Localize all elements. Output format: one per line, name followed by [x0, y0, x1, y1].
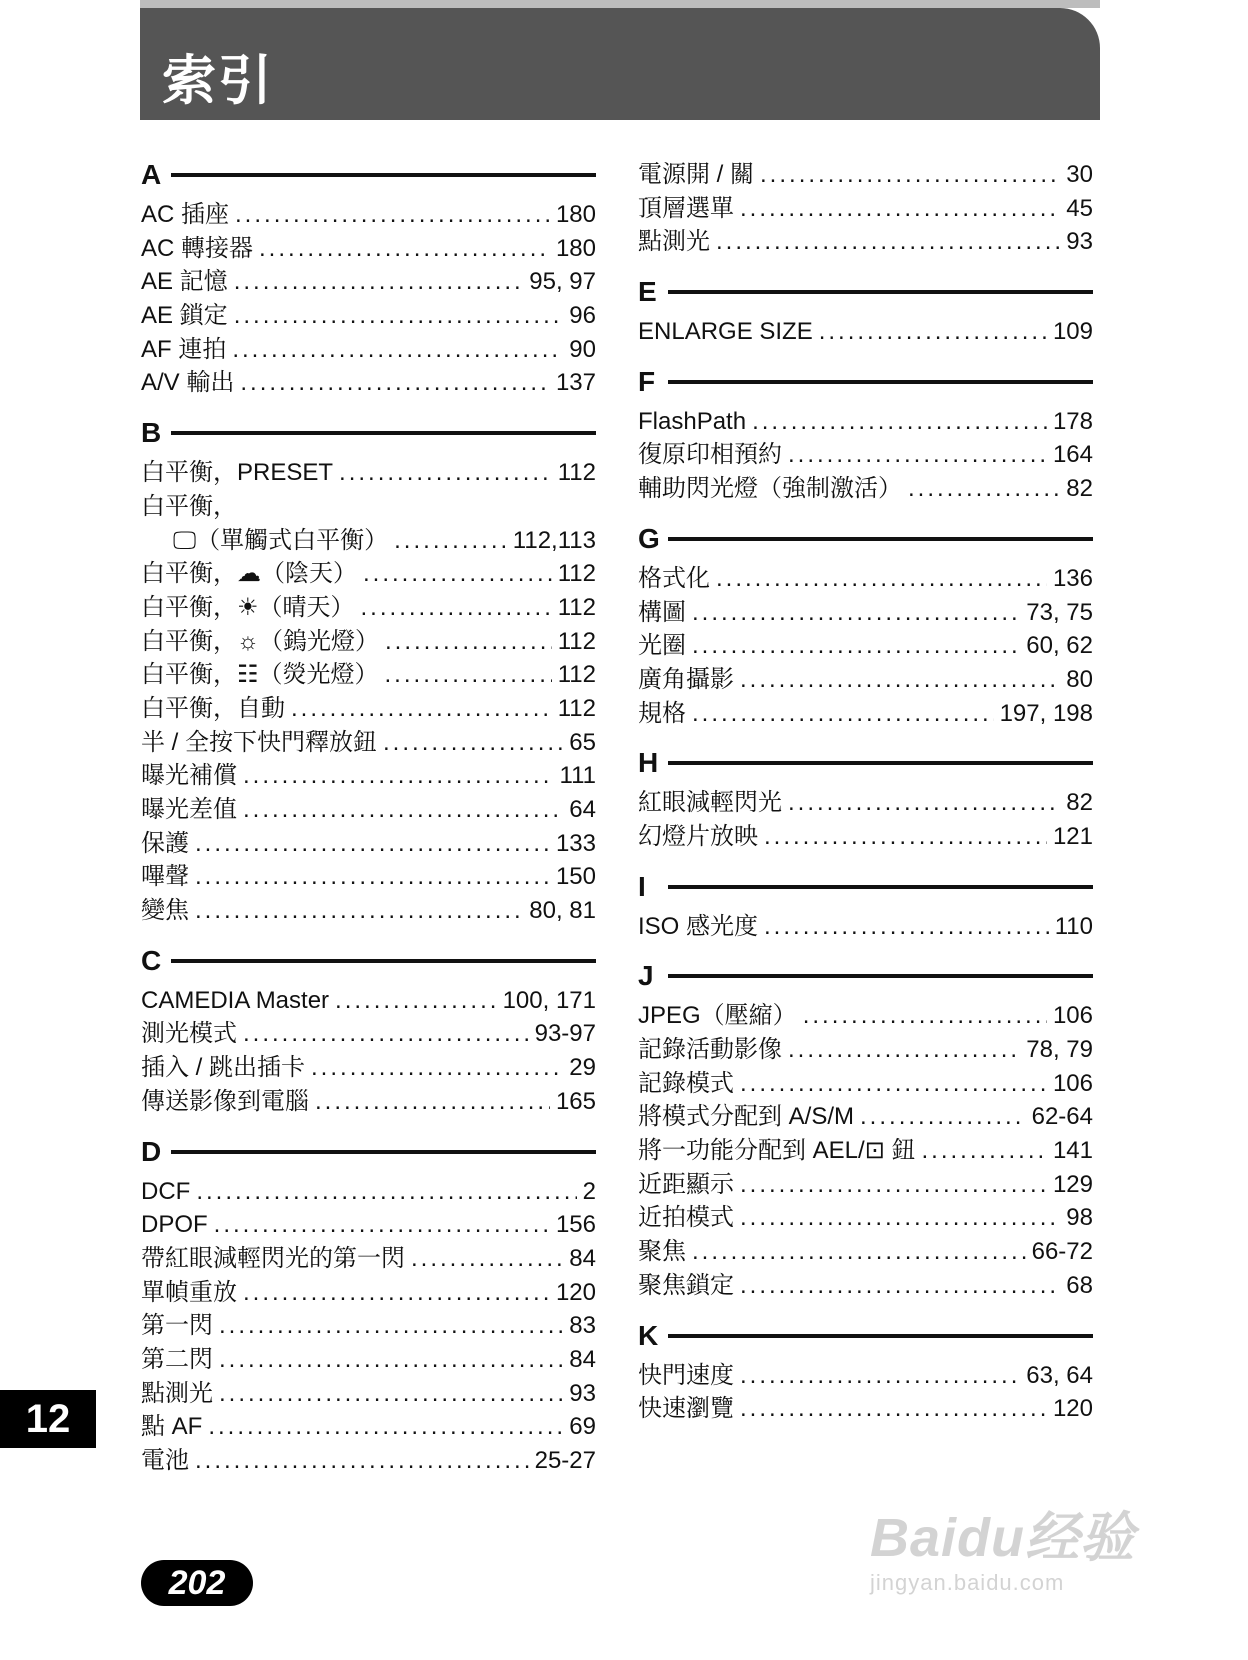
index-term: 變焦 [141, 897, 189, 925]
index-term: 聚焦 [638, 1238, 686, 1266]
index-term: 近拍模式 [638, 1204, 734, 1232]
section-heading [638, 959, 1093, 993]
leader-dots [315, 1085, 550, 1119]
leader-dots [243, 793, 563, 827]
index-term: 近距顯示 [638, 1170, 734, 1198]
index-page-ref: 121 [1052, 822, 1093, 850]
index-entry[interactable] [141, 265, 596, 299]
section-letter: I [638, 870, 646, 902]
index-entry[interactable] [141, 692, 596, 726]
index-entry[interactable] [638, 1168, 1093, 1202]
leader-dots [234, 299, 564, 333]
leader-dots [760, 158, 1060, 192]
index-page-ref: 64 [569, 796, 596, 823]
index-entry[interactable] [141, 658, 596, 692]
index-page-ref: 2 [582, 1177, 596, 1205]
index-page-ref: 84 [569, 1345, 596, 1373]
leader-dots [385, 625, 552, 659]
index-page-ref: 95, 97 [529, 268, 596, 296]
index-page-ref: 141 [1052, 1137, 1093, 1165]
index-term: 白平衡，☁（陰天） [141, 560, 357, 588]
leader-dots [232, 333, 563, 367]
index-page-ref: 30 [1066, 161, 1093, 188]
index-page-ref: 112 [557, 459, 596, 487]
section-rule [668, 974, 1093, 978]
index-term: AC 插座 [141, 201, 230, 228]
index-entry[interactable] [638, 438, 1093, 472]
index-entry[interactable] [638, 1100, 1093, 1134]
index-page-ref: 93 [1066, 228, 1093, 256]
index-term: 記錄活動影像 [638, 1036, 782, 1063]
leader-dots [692, 697, 994, 731]
index-entry[interactable] [141, 299, 596, 333]
index-term: 白平衡，☷（熒光燈） [141, 661, 379, 689]
leader-dots [208, 1410, 563, 1444]
index-entry[interactable] [638, 1359, 1093, 1393]
index-entry[interactable] [141, 726, 596, 760]
index-entry[interactable] [638, 820, 1093, 854]
index-section [638, 275, 1093, 349]
index-page-ref: 112 [557, 661, 596, 689]
index-term: 頂層選單 [638, 194, 734, 222]
index-page-ref: 100, 171 [502, 986, 596, 1014]
index-entry[interactable] [141, 1343, 596, 1377]
index-term: 白平衡，PRESET [141, 459, 334, 487]
section-rule [171, 959, 596, 963]
index-entry[interactable] [638, 596, 1093, 630]
index-entry[interactable] [141, 860, 596, 894]
section-letter: J [638, 960, 654, 992]
section-letter: G [638, 522, 660, 554]
leader-dots [764, 910, 1049, 944]
index-page-ref: 111 [559, 762, 596, 790]
leader-dots [219, 1377, 563, 1411]
index-entry[interactable] [141, 984, 596, 1018]
index-term: 構圖 [638, 598, 686, 626]
page-title: 索引 [162, 51, 274, 111]
section-letter: F [638, 365, 656, 397]
index-entry[interactable] [141, 1208, 596, 1242]
header-bar [140, 8, 1100, 120]
index-page-ref: 45 [1066, 194, 1093, 222]
index-page-ref: 78, 79 [1026, 1036, 1093, 1063]
leader-dots [692, 1235, 1026, 1269]
index-term: 白平衡，☀（晴天） [141, 593, 355, 621]
index-term: 記錄模式 [638, 1069, 734, 1097]
index-term: 幻燈片放映 [638, 822, 758, 850]
index-entry[interactable] [638, 910, 1093, 944]
index-term: 紅眼減輕閃光 [638, 789, 782, 817]
leader-dots [740, 1392, 1047, 1426]
section-letter: D [141, 1135, 162, 1167]
section-rule [171, 431, 596, 435]
index-page-ref: 136 [1052, 564, 1093, 592]
leader-dots [764, 820, 1047, 854]
section-rule [668, 1334, 1093, 1338]
index-page-ref: 112 [557, 694, 596, 722]
index-entry[interactable] [141, 793, 596, 827]
section-heading [638, 746, 1093, 780]
index-section [141, 158, 596, 400]
leader-dots [243, 1276, 550, 1310]
index-page-ref: 106 [1052, 1069, 1093, 1097]
index-page-ref: 66-72 [1031, 1238, 1093, 1266]
index-term: ENLARGE SIZE [638, 318, 813, 346]
index-entry[interactable] [638, 629, 1093, 663]
index-section [638, 158, 1093, 259]
index-entry[interactable] [141, 1175, 596, 1209]
leader-dots [235, 198, 550, 232]
leader-dots [339, 456, 552, 490]
leader-dots [740, 192, 1060, 226]
index-page-ref: 110 [1054, 912, 1093, 940]
index-term: 白平衡， [141, 492, 237, 520]
leader-dots [819, 315, 1047, 349]
index-term: 點 AF [141, 1413, 203, 1441]
index-entry[interactable] [638, 663, 1093, 697]
leader-dots [716, 225, 1060, 259]
index-entry[interactable] [141, 759, 596, 793]
index-entry[interactable] [638, 225, 1093, 259]
leader-dots [311, 1051, 563, 1085]
leader-dots [234, 265, 524, 299]
index-page-ref: 98 [1066, 1204, 1093, 1232]
leader-dots [752, 405, 1047, 439]
section-letter: C [141, 944, 162, 976]
section-rule [668, 290, 1093, 294]
index-term: 光圈 [638, 632, 686, 660]
leader-dots [803, 999, 1047, 1033]
index-term: 單幀重放 [141, 1278, 237, 1306]
index-entry[interactable] [141, 1309, 596, 1343]
leader-dots [196, 1175, 576, 1209]
index-term: 插入 / 跳出插卡 [141, 1054, 306, 1082]
index-entry[interactable] [638, 999, 1093, 1033]
leader-dots [259, 232, 550, 266]
section-rule [668, 380, 1093, 384]
index-term: 白平衡，☼（鎢光燈） [141, 627, 379, 655]
index-term: A/V 輸出 [141, 369, 235, 397]
index-page-ref: 82 [1066, 789, 1093, 817]
index-term: 點測光 [141, 1379, 213, 1407]
index-page-ref: 80 [1066, 665, 1093, 693]
chapter-tab[interactable]: 12 [0, 1390, 96, 1448]
leader-dots [740, 1168, 1047, 1202]
watermark-url: jingyan.baidu.com [870, 1570, 1065, 1595]
index-page-ref: 180 [555, 201, 596, 228]
leader-dots [921, 1134, 1046, 1168]
leader-dots [788, 786, 1060, 820]
index-entry[interactable] [141, 1242, 596, 1276]
leader-dots [243, 1017, 529, 1051]
index-page-ref: 112 [557, 593, 596, 621]
section-heading [638, 870, 1093, 904]
index-entry[interactable] [638, 697, 1093, 731]
index-entry[interactable] [638, 1235, 1093, 1269]
index-term: DCF [141, 1177, 191, 1205]
index-term: 測光模式 [141, 1020, 237, 1048]
index-term: CAMEDIA Master [141, 986, 330, 1014]
index-page-ref: 156 [555, 1211, 596, 1239]
index-page-ref: 165 [555, 1087, 596, 1115]
index-entry[interactable] [141, 524, 596, 558]
index-term: 將模式分配到 A/S/M [638, 1103, 855, 1131]
index-term: 曝光補償 [141, 762, 237, 790]
leader-dots [383, 726, 563, 760]
index-page-ref: 73, 75 [1026, 598, 1093, 626]
section-rule [171, 173, 596, 177]
index-term: 格式化 [638, 564, 710, 592]
index-term: 復原印相預約 [638, 441, 782, 469]
index-entry[interactable] [141, 232, 596, 266]
leader-dots [788, 438, 1047, 472]
leader-dots [240, 366, 550, 400]
index-entry[interactable] [141, 1410, 596, 1444]
leader-dots [740, 1359, 1020, 1393]
index-term: 電池 [141, 1447, 189, 1474]
index-term: AF 連拍 [141, 335, 227, 363]
index-section [638, 522, 1093, 730]
leader-dots [361, 591, 552, 625]
index-term: AE 鎖定 [141, 302, 228, 330]
section-heading [638, 275, 1093, 309]
leader-dots [195, 860, 550, 894]
page-number: 202 [141, 1560, 253, 1606]
index-term: 半 / 全按下快門釋放鈕 [141, 728, 378, 756]
index-page-ref: 112,113 [512, 526, 596, 554]
section-heading [638, 522, 1093, 556]
leader-dots [692, 596, 1020, 630]
section-letter: B [141, 417, 162, 449]
index-page-ref: 109 [1052, 318, 1093, 346]
index-term: 帶紅眼減輕閃光的第一閃 [141, 1244, 405, 1272]
leader-dots [740, 663, 1060, 697]
index-page-ref: 106 [1052, 1002, 1093, 1030]
section-rule [668, 537, 1093, 541]
index-entry[interactable] [141, 490, 596, 524]
index-entry[interactable] [141, 1017, 596, 1051]
index-term: 白平衡，自動 [141, 694, 285, 722]
index-entry[interactable] [638, 1269, 1093, 1303]
leader-dots [335, 984, 497, 1018]
index-term: 電源開 / 關 [638, 161, 755, 188]
section-rule [668, 885, 1093, 889]
index-page-ref: 129 [1052, 1170, 1093, 1198]
index-page-ref: 83 [569, 1312, 596, 1340]
leader-dots [195, 1444, 529, 1478]
header-top-line [140, 0, 1100, 8]
index-term: 聚焦鎖定 [638, 1271, 734, 1299]
index-entry[interactable] [141, 1051, 596, 1085]
index-section [141, 944, 596, 1119]
index-page-ref: 65 [569, 728, 596, 756]
index-term: 快速瀏覽 [638, 1395, 734, 1423]
index-entry[interactable] [638, 1033, 1093, 1067]
index-entry[interactable] [638, 1134, 1093, 1168]
leader-dots [740, 1201, 1060, 1235]
watermark-logo: Baidu经验 [870, 1508, 1136, 1568]
index-section [638, 365, 1093, 506]
index-term: 曝光差值 [141, 796, 237, 823]
index-entry[interactable] [141, 366, 596, 400]
index-entry[interactable] [141, 591, 596, 625]
index-page-ref: 120 [1052, 1395, 1093, 1423]
index-entry[interactable] [638, 1067, 1093, 1101]
index-term: 快門速度 [638, 1361, 734, 1389]
index-entry[interactable] [141, 1085, 596, 1119]
index-page-ref: 93-97 [534, 1020, 596, 1048]
index-section [638, 1319, 1093, 1426]
section-heading [141, 416, 596, 450]
section-letter: H [638, 747, 659, 779]
index-section [638, 746, 1093, 853]
index-term: 🖵（單觸式白平衡） [173, 526, 389, 554]
index-page-ref: 90 [569, 335, 596, 363]
section-heading [638, 1319, 1093, 1353]
index-term: 第一閃 [141, 1312, 213, 1340]
section-heading [141, 1135, 596, 1169]
index-page-ref: 197, 198 [999, 699, 1093, 727]
index-entry[interactable] [638, 786, 1093, 820]
index-term: ISO 感光度 [638, 912, 759, 940]
index-term: 將一功能分配到 AEL/⊡ 鈕 [638, 1137, 916, 1165]
index-page-ref: 112 [557, 627, 596, 655]
index-section [141, 416, 596, 928]
index-page-ref: 63, 64 [1026, 1361, 1093, 1389]
index-entry[interactable] [141, 1444, 596, 1478]
index-term: 第二閃 [141, 1345, 213, 1373]
index-entry[interactable] [141, 1377, 596, 1411]
section-heading [141, 944, 596, 978]
index-page-ref: 112 [557, 560, 596, 588]
section-letter: A [141, 159, 162, 190]
index-page-ref: 150 [555, 863, 596, 891]
watermark [870, 1495, 1135, 1596]
index-page-ref: 62-64 [1031, 1103, 1093, 1131]
index-column-right [638, 158, 1093, 1442]
section-letter: E [638, 276, 657, 308]
index-entry[interactable] [638, 315, 1093, 349]
index-entry[interactable] [638, 562, 1093, 596]
leader-dots [219, 1343, 563, 1377]
leader-dots [788, 1033, 1020, 1067]
index-page-ref: 137 [555, 369, 596, 397]
index-term: 規格 [638, 699, 686, 727]
leader-dots [385, 658, 552, 692]
index-term: AE 記憶 [141, 268, 228, 296]
leader-dots [195, 827, 550, 861]
index-term: DPOF [141, 1211, 208, 1239]
index-term: 廣角攝影 [638, 665, 734, 693]
index-page-ref: 82 [1066, 475, 1093, 503]
leader-dots [692, 629, 1020, 663]
index-page-ref: 93 [569, 1379, 596, 1407]
index-page-ref: 60, 62 [1026, 632, 1093, 660]
index-entry[interactable] [141, 894, 596, 928]
index-entry[interactable] [141, 557, 596, 591]
section-heading [638, 365, 1093, 399]
leader-dots [243, 759, 554, 793]
index-entry[interactable] [141, 456, 596, 490]
index-section [638, 959, 1093, 1302]
index-page-ref: 133 [555, 829, 596, 857]
index-page-ref: 178 [1052, 407, 1093, 435]
leader-dots [860, 1100, 1026, 1134]
index-page-ref: 180 [555, 234, 596, 262]
section-heading [141, 158, 596, 192]
index-entry[interactable] [638, 158, 1093, 192]
index-section [141, 1135, 596, 1478]
index-entry[interactable] [141, 827, 596, 861]
index-term: 點測光 [638, 228, 710, 256]
section-letter: K [638, 1319, 659, 1351]
index-page-ref: 120 [555, 1278, 596, 1306]
leader-dots [740, 1067, 1047, 1101]
index-page-ref: 96 [569, 302, 596, 330]
index-term: 嗶聲 [141, 863, 189, 891]
index-entry[interactable] [141, 198, 596, 232]
index-term: 輔助閃光燈（強制激活） [638, 475, 902, 503]
leader-dots [214, 1208, 550, 1242]
index-entry[interactable] [141, 625, 596, 659]
section-rule [171, 1150, 596, 1154]
index-entry[interactable] [638, 472, 1093, 506]
index-section [638, 870, 1093, 944]
leader-dots [291, 692, 552, 726]
index-page-ref: 164 [1052, 441, 1093, 469]
index-entry[interactable] [638, 405, 1093, 439]
index-page-ref: 25-27 [534, 1447, 596, 1474]
index-entry[interactable] [141, 333, 596, 367]
leader-dots [716, 562, 1047, 596]
index-entry[interactable] [638, 192, 1093, 226]
leader-dots [363, 557, 552, 591]
index-column-left [141, 158, 596, 1494]
index-page-ref: 69 [569, 1413, 596, 1441]
index-term: 保護 [141, 829, 189, 857]
index-entry[interactable] [141, 1276, 596, 1310]
index-page-ref: 84 [569, 1244, 596, 1272]
index-entry[interactable] [638, 1201, 1093, 1235]
leader-dots [195, 894, 523, 928]
index-page-ref: 68 [1066, 1271, 1093, 1299]
leader-dots [740, 1269, 1060, 1303]
leader-dots [394, 524, 507, 558]
leader-dots [411, 1242, 563, 1276]
section-rule [668, 761, 1093, 765]
index-page-ref: 29 [569, 1054, 596, 1082]
index-term: FlashPath [638, 407, 747, 435]
index-entry[interactable] [638, 1392, 1093, 1426]
index-page-ref: 80, 81 [529, 897, 596, 925]
index-term: 傳送影像到電腦 [141, 1087, 309, 1115]
leader-dots [908, 472, 1060, 506]
index-term: JPEG（壓縮） [638, 1002, 797, 1030]
leader-dots [219, 1309, 563, 1343]
index-term: AC 轉接器 [141, 234, 254, 262]
